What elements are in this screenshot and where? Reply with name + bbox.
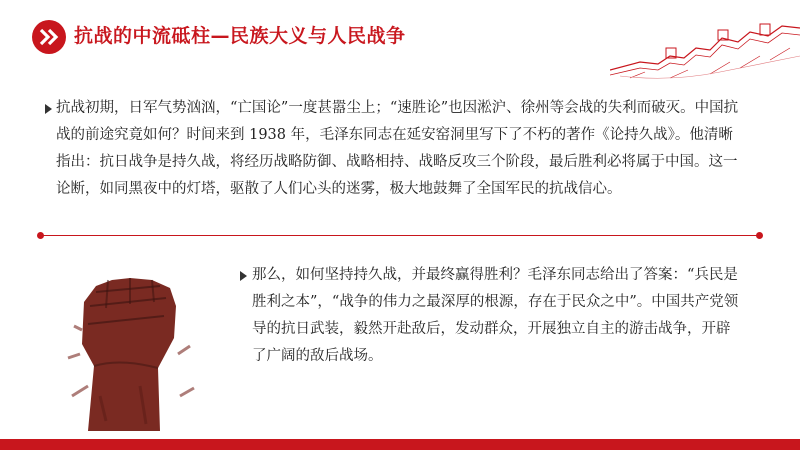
bullet-arrow-icon — [45, 104, 52, 114]
bullet-arrow-icon — [240, 271, 247, 281]
page-title: 抗战的中流砥柱—民族大义与人民战争 — [74, 25, 406, 47]
paragraph-2: 那么，如何坚持持久战，并最终赢得胜利？毛泽东同志给出了答案：“兵民是胜利之本”，“战争的伟力之最深厚的根源，存在于民众之中”。中国共产党领导的抗日武装，毅然开赴敌后，发动群众，开展独立自主的游击战争，开辟了广阔的敌后战场。 — [252, 267, 739, 364]
header — [0, 0, 800, 80]
bottom-accent-bar — [0, 439, 800, 450]
paragraph-1: 抗战初期，日军气势汹汹，“亡国论”一度甚嚣尘上；“速胜论”也因淞沪、徐州等会战的失利而破灭。中国抗战的前途究竟如何？时间来到 1938 年，毛泽东同志在延安窑洞里写下了不朽的著作《论持久战》。他清晰指出：抗日战争是持久战，将经历战略防御、战略相持、战略反攻三个阶段，最后胜利必将属于中国。这一论断，如同黑夜中的灯塔，驱散了人们心头的迷雾，极大地鼓舞了全国军民的抗战信心。 — [56, 100, 739, 197]
great-wall-icon — [610, 12, 800, 82]
divider — [40, 235, 760, 236]
double-chevron-right-icon — [32, 20, 66, 54]
raised-fist-icon — [60, 246, 200, 436]
